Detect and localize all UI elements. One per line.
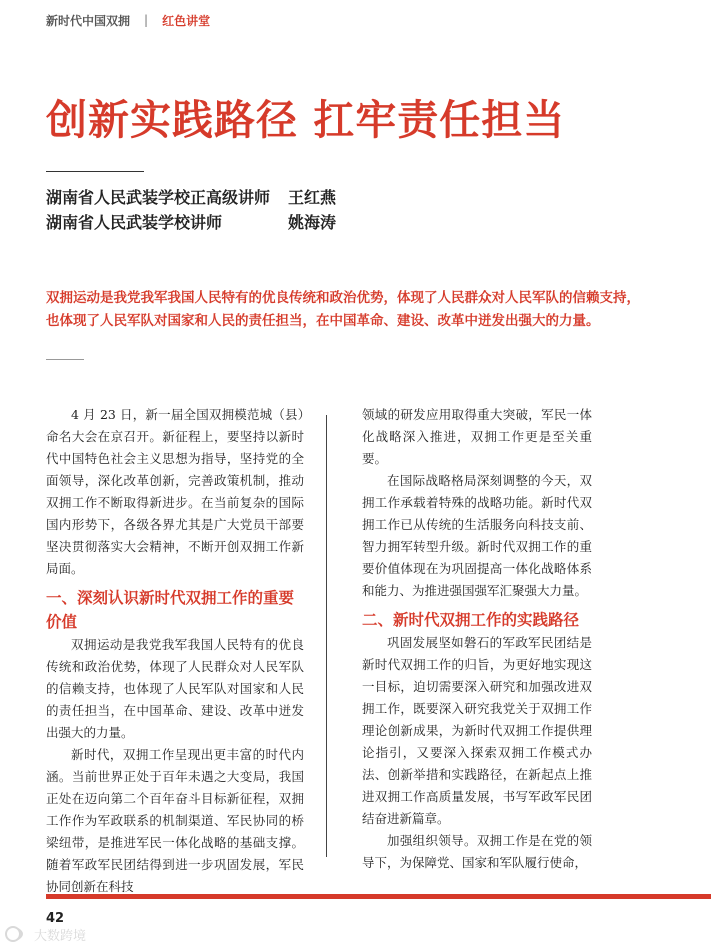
body-paragraph: 领域的研发应用取得重大突破，军民一体化战略深入推进，双拥工作更是至关重要。 [362, 407, 592, 466]
watermark-text: 大数跨境 [34, 928, 87, 944]
author-name: 姚海涛 [288, 213, 337, 232]
column-divider [326, 415, 327, 857]
abstract-rule [46, 359, 84, 360]
body-paragraph: 双拥运动是我党我军我国人民特有的优良传统和政治优势，体现了人民群众对人民军队的信赖支持，也体现了人民军队对国家和人民的责任担当，在中国革命、建设、改革中迸发出强大的力量。 [46, 637, 304, 740]
left-column [46, 404, 304, 898]
watermark [4, 924, 86, 944]
logo-mark-icon [4, 925, 30, 943]
author-name: 王红燕 [288, 188, 337, 207]
title-rule [46, 171, 144, 172]
footer-accent-bar [46, 894, 711, 899]
right-column [362, 404, 592, 874]
author-affiliation: 湖南省人民武装学校正高级讲师 [46, 188, 271, 207]
column-name: 红色讲堂 [162, 13, 211, 28]
section-heading-1: 一、深刻认识新时代双拥工作的重要价值 [46, 589, 295, 631]
body-paragraph: 4 月 23 日，新一届全国双拥模范城（县）命名大会在京召开。新征程上，要坚持以新时代中国特色社会主义思想为指导，坚持党的全面领导，深化改革创新，完善政策机制，推动双拥工作不断取得新进步。在当前复杂的国际国内形势下，各级各界尤其是广大党员干部要坚决贯彻落实大会精神，不断开创双拥工作新局面。 [46, 407, 304, 576]
section-heading-2: 二、新时代双拥工作的实践路径 [362, 611, 580, 629]
body-paragraph: 巩固发展坚如磐石的军政军民团结是新时代双拥工作的归旨，为更好地实现这一目标，迫切需要深入研究和加强改进双拥工作，既要深入研究我党关于双拥工作理论创新成果，为新时代双拥工作提供理论指引，又要深入探索双拥工作模式办法、创新举措和实践路径，在新起点上推进双拥工作高质量发展，书写军政军民团结奋进新篇章。 [362, 635, 592, 826]
header-separator: | [144, 13, 149, 27]
page-number: 42 [46, 911, 65, 926]
author-line-2 [46, 210, 376, 236]
magazine-name: 新时代中国双拥 [46, 13, 131, 28]
running-header [46, 9, 210, 31]
author-line-1 [46, 185, 376, 211]
author-affiliation: 湖南省人民武装学校讲师 [46, 213, 223, 232]
article-abstract: 双拥运动是我党我军我国人民特有的优良传统和政治优势，体现了人民群众对人民军队的信赖支持，也体现了人民军队对国家和人民的责任担当，在中国革命、建设、改革中迸发出强大的力量。 [46, 290, 640, 329]
body-paragraph: 在国际战略格局深刻调整的今天，双拥工作承载着特殊的战略功能。新时代双拥工作已从传统的生活服务向科技支前、智力拥军转型升级。新时代双拥工作的重要价值体现在为巩固提高一体化战略体系和能力、为推进强国强军汇聚强大力量。 [362, 473, 592, 598]
article-title: 创新实践路径 扛牢责任担当 [46, 96, 566, 144]
body-paragraph: 新时代，双拥工作呈现出更丰富的时代内涵。当前世界正处于百年未遇之大变局，我国正处在迈向第二个百年奋斗目标新征程，双拥工作作为军政联系的机制渠道、军民协同的桥梁纽带，是推进军民一体化战略的基础支撑。随着军政军民团结得到进一步巩固发展，军民协同创新在科技 [46, 747, 304, 894]
body-paragraph: 加强组织领导。双拥工作是在党的领导下，为保障党、国家和军队履行使命， [362, 833, 592, 870]
